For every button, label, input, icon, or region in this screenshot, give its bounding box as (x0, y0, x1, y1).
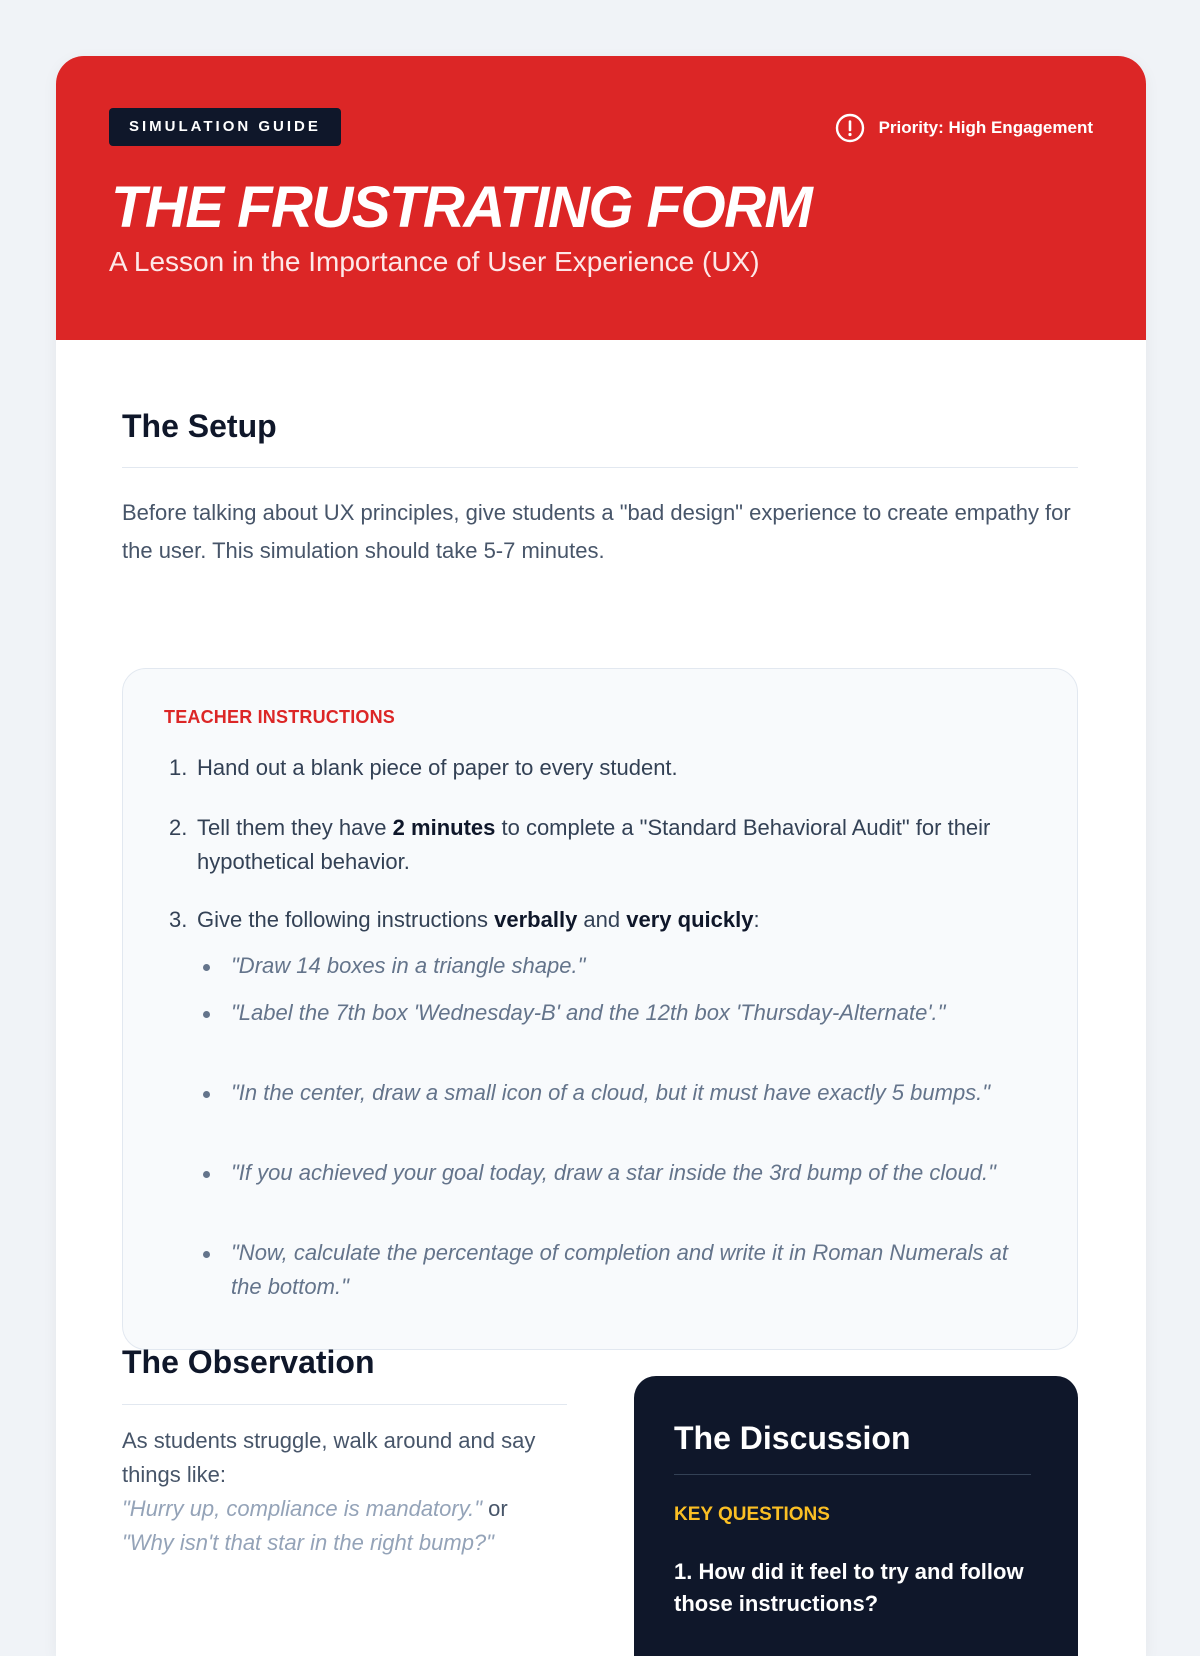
step-text (197, 811, 1009, 879)
observation-intro: As students struggle, walk around and say things like: (122, 1428, 536, 1487)
step-number: 2. (169, 815, 188, 840)
bullet-text: "If you achieved your goal today, draw a star inside the 3rd bump of the cloud." (231, 1160, 996, 1185)
observation-connector: or (482, 1496, 508, 1521)
priority-label: Priority: High Engagement (878, 118, 1093, 137)
step-text-part: Tell them they have (197, 815, 393, 840)
discussion-question: 1. How did it feel to try and follow those instructions? (674, 1559, 1024, 1616)
setup-text: Before talking about UX principles, give students a "bad design" experience to create empathy for the user. This simulation should take 5-7 minutes. (122, 500, 1071, 563)
setup-divider (122, 467, 1078, 468)
instruction-bullet (203, 1156, 1023, 1190)
bullet-text: "Draw 14 boxes in a triangle shape." (231, 953, 586, 978)
alert-circle-icon (835, 113, 865, 143)
instruction-bullet (203, 996, 1023, 1030)
step-text: Hand out a blank piece of paper to every student. (197, 755, 678, 780)
step-text-part: : (753, 907, 760, 932)
page-title: THE FRUSTRATING FORM (111, 175, 812, 240)
instruction-bullet (203, 1076, 1023, 1110)
step-text-part: to complete a "Standard Behavioral Audit" for their hypothetical behavior. (197, 815, 991, 874)
simulation-guide-badge: SIMULATION GUIDE (109, 108, 341, 146)
header-banner (56, 56, 1146, 340)
step-emphasis: 2 minutes (392, 815, 496, 840)
step-text (197, 903, 1009, 937)
step-number: 1. (169, 755, 188, 780)
teacher-instructions-label: TEACHER INSTRUCTIONS (164, 707, 396, 727)
observation-quote: "Hurry up, compliance is mandatory." (122, 1496, 483, 1521)
discussion-card (634, 1376, 1078, 1656)
bullet-text: "Now, calculate the percentage of completion and write it in Roman Numerals at the bottom." (231, 1240, 1008, 1299)
observation-text (122, 1424, 567, 1560)
step-number: 3. (169, 907, 188, 932)
discussion-heading: The Discussion (674, 1420, 911, 1456)
observation-divider (122, 1404, 567, 1405)
step-emphasis: verbally (494, 907, 578, 932)
priority-indicator (835, 113, 1093, 143)
setup-heading: The Setup (122, 408, 277, 444)
guide-card (56, 56, 1146, 1656)
bullet-text: "In the center, draw a small icon of a cloud, but it must have exactly 5 bumps." (231, 1080, 991, 1105)
observation-quote: "Why isn't that star in the right bump?" (122, 1530, 494, 1555)
step-text-part: Give the following instructions (197, 907, 495, 932)
page-subtitle: A Lesson in the Importance of User Experience (UX) (109, 246, 760, 277)
discussion-divider (674, 1474, 1031, 1475)
step-text-part: and (577, 907, 627, 932)
key-questions-label: KEY QUESTIONS (674, 1504, 830, 1525)
instruction-bullet (203, 949, 1023, 983)
instruction-bullet (203, 1236, 1023, 1304)
observation-heading: The Observation (122, 1344, 375, 1380)
bullet-text: "Label the 7th box 'Wednesday-B' and the 12th box 'Thursday-Alternate'." (231, 1000, 946, 1025)
teacher-instructions-box (122, 668, 1078, 1350)
step-emphasis: very quickly (626, 907, 754, 932)
